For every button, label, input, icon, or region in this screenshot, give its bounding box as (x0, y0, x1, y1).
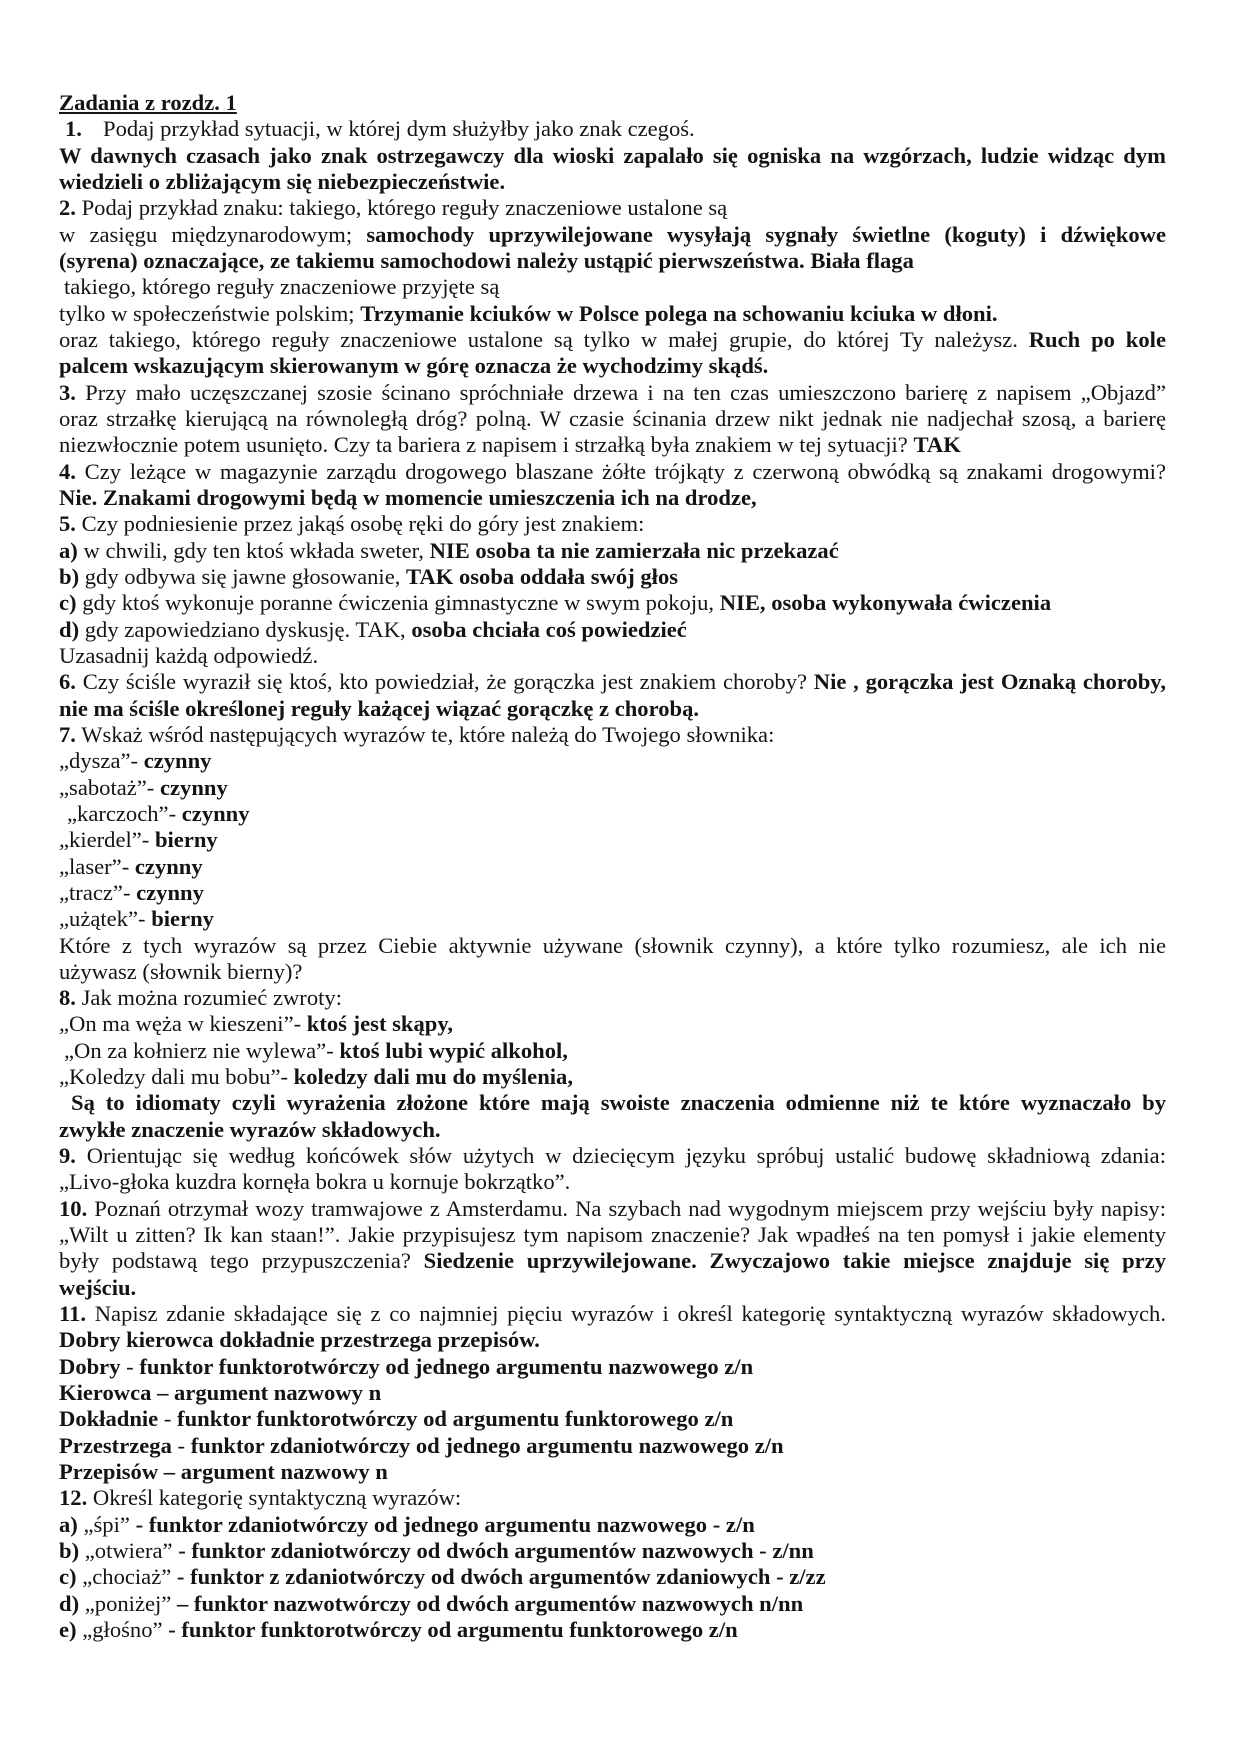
question-text: tylko w społeczeństwie polskim; (59, 300, 355, 326)
question-text: niezwłocznie potem usunięto. Czy ta bariera z napisem i strzałką była znakiem w tej sytuacji? (59, 432, 908, 458)
text-line (67, 801, 1166, 827)
analyzed-word: Przestrzega (59, 1432, 172, 1458)
subitem-label: a) (59, 1511, 78, 1537)
answer-text: TAK osoba oddała swój głos (406, 563, 679, 589)
answer-text: czynny (181, 800, 250, 826)
answer-text: zwykłe znaczenie wyrazów składowych. (59, 1116, 441, 1142)
task-number: 1. (65, 116, 82, 142)
answer-text: - funktor zdaniotwórczy od dwóch argumentów nazwowych - z/nn (178, 1538, 814, 1564)
answer-text: palcem wskazującym skierowanym w górę oznacza że wychodzimy skądś. (59, 353, 769, 379)
document-body (59, 90, 1166, 1643)
text-line (59, 669, 1166, 695)
text-line (59, 827, 1166, 853)
subitem-label: d) (59, 1590, 80, 1616)
answer-text: NIE, osoba wykonywała ćwiczenia (719, 590, 1052, 616)
text-line (59, 222, 1166, 248)
task-number: 7. (59, 721, 76, 747)
text-line (59, 1538, 1166, 1564)
question-text: Czy podniesienie przez jakąś osobę ręki do góry jest znakiem: (81, 511, 645, 537)
text-line (59, 406, 1166, 432)
answer-text: (syrena) oznaczające, ze takiemu samochodowi należy ustąpić pierwszeństwa. Biała flaga (59, 247, 914, 273)
task-number: 9. (59, 1143, 76, 1169)
answer-text: - funktor funktorotwórczy od argumentu funktorowego z/n (168, 1617, 738, 1643)
word-item: „sabotaż”- (59, 774, 155, 800)
text-line (59, 1406, 1166, 1432)
answer-text: osoba chciała coś powiedzieć (411, 616, 687, 642)
answer-text: czynny (136, 879, 204, 905)
word-item: „śpi” (83, 1511, 130, 1537)
answer-text: W dawnych czasach jako znak ostrzegawczy dla wioski zapalało się ogniska na wzgórzach, ludzie widząc dym (59, 142, 1166, 168)
answer-text: NIE osoba ta nie zamierzała nic przekazać (429, 537, 839, 563)
text-line (59, 854, 1166, 880)
answer-text: Siedzenie uprzywilejowane. Zwyczajowo takie miejsce znajduje się przy (423, 1248, 1166, 1274)
text-line (59, 1222, 1166, 1248)
task-number: 11. (59, 1301, 86, 1327)
answer-text: Nie. Znakami drogowymi będą w momencie umieszczenia ich na drodze, (59, 484, 757, 510)
text-line (59, 1064, 1166, 1090)
separator: - (126, 1353, 134, 1379)
text-line (59, 1564, 1166, 1590)
analyzed-word: Dokładnie (59, 1406, 159, 1432)
answer-text: funktor funktorotwórczy od argumentu funktorowego z/n (177, 1406, 734, 1432)
answer-text: ktoś jest skąpy, (306, 1011, 454, 1037)
text-line (59, 1248, 1166, 1274)
text-line (71, 1090, 1166, 1116)
text-line (59, 1327, 1166, 1353)
text-line (59, 1196, 1166, 1222)
text-line (59, 1459, 1166, 1485)
answer-text: Są to idiomaty czyli wyrażenia złożone które mają swoiste znaczenia odmienne niż te które wyznaczało by (71, 1090, 1166, 1116)
text-line (59, 538, 1166, 564)
question-text: były podstawą tego przypuszczenia? (59, 1248, 411, 1274)
answer-text: czynny (160, 774, 228, 800)
task-number: 12. (59, 1485, 88, 1511)
text-line (59, 643, 1166, 669)
word-item: „dysza”- (59, 748, 139, 774)
text-line (59, 1512, 1166, 1538)
text-line (59, 511, 1166, 537)
question-text: Określ kategorię syntaktyczną wyrazów: (92, 1485, 462, 1511)
question-text: Jak można rozumieć zwroty: (81, 985, 342, 1011)
answer-text: Nie , gorączka jest Oznaką choroby, (813, 669, 1166, 695)
phrase-item: „Koledzy dali mu bobu”- (59, 1064, 289, 1090)
answer-text: ktoś lubi wypić alkohol, (339, 1037, 568, 1063)
separator: - (163, 1406, 172, 1432)
word-item: „karczoch”- (67, 800, 177, 826)
word-item: „kierdel”- (59, 827, 150, 853)
text-line (59, 195, 1166, 221)
word-item: „użątek”- (59, 906, 146, 932)
text-line (59, 169, 1166, 195)
text-line (59, 933, 1166, 959)
text-line (59, 1143, 1166, 1169)
question-text: oraz strzałkę kierującą na równoległą dróg? polną. W czasie ścinania drzew nikt jednak nie nadjechał szosą, a barierę (59, 405, 1166, 431)
question-text: gdy odbywa się jawne głosowanie, (84, 563, 401, 589)
answer-text: Dobry kierowca dokładnie przestrzega przepisów. (59, 1327, 540, 1353)
text-line (59, 617, 1166, 643)
answer-text: - funktor z zdaniotwórczy od dwóch argumentów zdaniowych - z/zz (176, 1564, 826, 1590)
text-line (59, 1433, 1166, 1459)
answer-text: bierny (151, 906, 214, 932)
text-line (59, 1301, 1166, 1327)
question-text: Napisz zdanie składające się z co najmniej pięciu wyrazów i określ kategorię syntaktyczną wyrazów składowych. (94, 1301, 1167, 1327)
text-line (59, 564, 1166, 590)
question-text: Uzasadnij każdą odpowiedź. (59, 642, 319, 668)
word-item: „otwiera” (84, 1538, 173, 1564)
answer-text: nie ma ściśle określonej reguły każącej wiązać gorączkę z chorobą. (59, 695, 700, 721)
subitem-label: c) (59, 1564, 77, 1590)
question-text: Czy ściśle wyraził się ktoś, kto powiedział, że gorączka jest znakiem choroby? (82, 669, 808, 695)
text-line (59, 1617, 1166, 1643)
text-line (64, 274, 1166, 300)
answer-text: Ruch po kole (1028, 326, 1166, 352)
question-text: Podaj przykład sytuacji, w której dym służyłby jako znak czegoś. (103, 116, 695, 142)
answer-text: wejściu. (59, 1274, 137, 1300)
text-line (59, 248, 1166, 274)
task-number: 3. (59, 379, 76, 405)
question-text: Orientując się według końcówek słów użytych w dziecięcym języku spróbuj ustalić budowę składniową zdania: (86, 1143, 1166, 1169)
answer-text: - funktor zdaniotwórczy od jednego argumentu nazwowego - z/n (135, 1511, 755, 1537)
answer-text: – funktor nazwotwórczy od dwóch argumentów nazwowych n/nn (176, 1590, 804, 1616)
question-text: oraz takiego, którego reguły znaczeniowe ustalone są tylko w małej grupie, do której Ty należysz. (59, 326, 1018, 352)
answer-text: czynny (143, 748, 212, 774)
answer-text: bierny (154, 827, 218, 853)
word-item: „tracz”- (59, 879, 131, 905)
question-text: Wskaż wśród następujących wyrazów te, które należą do Twojego słownika: (81, 721, 775, 747)
answer-text: funktor funktorotwórczy od jednego argumentu nazwowego z/n (139, 1353, 754, 1379)
analyzed-word: Dobry (59, 1353, 121, 1379)
text-line (64, 1038, 1166, 1064)
answer-text: TAK (913, 432, 961, 458)
question-text: „Wilt u zitten? Ik kan staan!”. Jakie przypisujesz tym napisom znaczenie? Jak wpadłeś na ten pomysł i jakie elementy (59, 1222, 1166, 1248)
text-line (59, 327, 1166, 353)
subitem-label: b) (59, 563, 80, 589)
subitem-label: d) (59, 616, 80, 642)
question-text: Czy leżące w magazynie zarządu drogowego blaszane żółte trójkąty z czerwoną obwódką są znakami drogowymi? (84, 458, 1166, 484)
text-line (59, 459, 1166, 485)
text-line (59, 722, 1166, 748)
phrase-item: „On za kołnierz nie wylewa”- (64, 1037, 334, 1063)
question-text: takiego, którego reguły znaczeniowe przyjęte są (64, 274, 500, 300)
answer-text: Kierowca – argument nazwowy n (59, 1380, 382, 1406)
text-line (59, 1380, 1166, 1406)
text-line (59, 906, 1166, 932)
answer-text: wiedzieli o zbliżającym się niebezpieczeństwie. (59, 168, 506, 194)
subitem-label: e) (59, 1617, 77, 1643)
title-line (59, 90, 1166, 116)
text-line (59, 1011, 1166, 1037)
text-line (59, 1117, 1166, 1143)
text-line (59, 959, 1166, 985)
task-number: 2. (59, 195, 76, 221)
question-text: Poznań otrzymał wozy tramwajowe z Amsterdamu. Na szybach nad wygodnym miejscem przy wejściu były napisy: (94, 1195, 1166, 1221)
question-text: gdy zapowiedziano dyskusję. TAK, (84, 616, 406, 642)
question-text: gdy ktoś wykonuje poranne ćwiczenia gimnastyczne w swym pokoju, (82, 590, 715, 616)
text-line (59, 143, 1166, 169)
text-line (59, 301, 1166, 327)
text-line (59, 748, 1166, 774)
text-line (65, 116, 1166, 142)
text-line (59, 485, 1166, 511)
word-item: „głośno” (82, 1617, 163, 1643)
task-number: 6. (59, 669, 76, 695)
subitem-label: a) (59, 537, 78, 563)
text-line (59, 432, 1166, 458)
phrase-item: „On ma węża w kieszeni”- (59, 1011, 302, 1037)
answer-text: koledzy dali mu do myślenia, (293, 1064, 573, 1090)
answer-text: funktor zdaniotwórczy od jednego argumentu nazwowego z/n (190, 1432, 784, 1458)
answer-text: czynny (134, 853, 203, 879)
answer-text: Trzymanie kciuków w Polsce polega na schowaniu kciuka w dłoni. (360, 300, 998, 326)
task-number: 10. (59, 1195, 88, 1221)
word-item: „laser”- (59, 853, 130, 879)
word-item: „chociaż” (82, 1564, 172, 1590)
task-number: 5. (59, 511, 76, 537)
text-line (59, 775, 1166, 801)
question-text: w chwili, gdy ten ktoś wkłada sweter, (83, 537, 424, 563)
question-text: Które z tych wyrazów są przez Ciebie aktywnie używane (słownik czynny), a które tylko rozumiesz, ale ich nie (59, 932, 1166, 958)
subitem-label: c) (59, 590, 77, 616)
question-text: Przy mało uczęszczanej szosie ścinano spróchniałe drzewa i na ten czas umieszczono barierę z napisem „Objazd” (85, 379, 1166, 405)
text-line (59, 985, 1166, 1011)
question-text: w zasięgu międzynarodowym; (59, 221, 353, 247)
word-item: „poniżej” (84, 1590, 172, 1616)
text-line (59, 1169, 1166, 1195)
task-number: 4. (59, 458, 76, 484)
text-line (59, 380, 1166, 406)
text-line (59, 1485, 1166, 1511)
answer-text: samochody uprzywilejowane wysyłają sygnały świetlne (koguty) i dźwiękowe (366, 221, 1166, 247)
task-number: 8. (59, 985, 76, 1011)
question-text: „Livo-głoka kuzdra kornęła bokra u kornuje bokrzątko”. (59, 1169, 571, 1195)
text-line (59, 590, 1166, 616)
question-text: Podaj przykład znaku: takiego, którego reguły znaczeniowe ustalone są (81, 195, 728, 221)
question-text: używasz (słownik bierny)? (59, 958, 303, 984)
text-line (59, 696, 1166, 722)
document-title: Zadania z rozdz. 1 (59, 90, 237, 115)
separator: - (177, 1432, 186, 1458)
text-line (59, 1591, 1166, 1617)
text-line (59, 1275, 1166, 1301)
answer-text: Przepisów – argument nazwowy n (59, 1459, 388, 1485)
subitem-label: b) (59, 1538, 80, 1564)
text-line (59, 1354, 1166, 1380)
text-line (59, 880, 1166, 906)
text-line (59, 353, 1166, 379)
